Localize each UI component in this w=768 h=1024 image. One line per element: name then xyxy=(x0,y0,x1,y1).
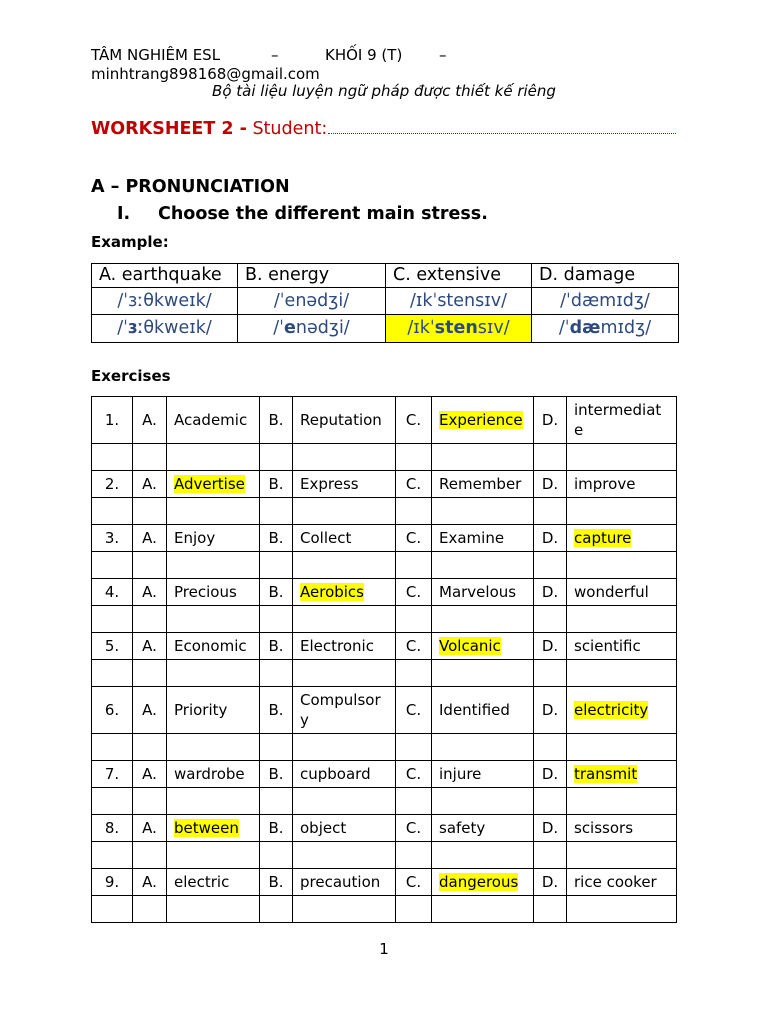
option-word-cell xyxy=(567,579,677,606)
question-number: 3. xyxy=(92,525,133,552)
option-letter: D. xyxy=(534,397,567,444)
option-letter: B. xyxy=(260,761,293,788)
option-letter: C. xyxy=(396,397,432,444)
blank-cell xyxy=(567,498,677,525)
highlighted-answer: Volcanic xyxy=(439,637,501,655)
option-word: Enjoy xyxy=(174,529,216,547)
answer-blank-row xyxy=(92,606,677,633)
section-heading: A – PRONUNCIATION xyxy=(91,177,290,197)
option-letter: C. xyxy=(396,815,432,842)
ipa-after: sɪv/ xyxy=(477,318,510,338)
blank-cell xyxy=(534,896,567,923)
exercise-row xyxy=(92,761,677,788)
blank-cell xyxy=(260,660,293,687)
stress-marked-transcription xyxy=(532,315,679,343)
exercise-table xyxy=(91,396,677,923)
option-letter: C. xyxy=(396,525,432,552)
option-word: wardrobe xyxy=(174,765,245,783)
blank-cell xyxy=(432,660,534,687)
option-letter: C. xyxy=(396,761,432,788)
option-word: Reputation xyxy=(300,411,382,429)
option-letter: C. xyxy=(396,869,432,896)
option-word: Marvelous xyxy=(439,583,517,601)
answer-blank-row xyxy=(92,842,677,869)
subtitle: Bộ tài liệu luyện ngữ pháp được thiết kế riêng xyxy=(212,82,556,100)
example-stress-row xyxy=(92,315,679,343)
ipa-before: /ɪkˈ xyxy=(407,318,435,338)
blank-cell xyxy=(432,552,534,579)
blank-cell xyxy=(432,896,534,923)
option-word-cell xyxy=(567,815,677,842)
student-name-blank xyxy=(328,132,676,134)
blank-cell xyxy=(133,660,167,687)
option-word-cell xyxy=(293,761,396,788)
blank-cell xyxy=(167,498,260,525)
blank-cell xyxy=(167,606,260,633)
blank-cell xyxy=(260,444,293,471)
blank-cell xyxy=(133,444,167,471)
option-word: electric xyxy=(174,873,230,891)
answer-blank-row xyxy=(92,734,677,761)
blank-cell xyxy=(396,734,432,761)
blank-cell xyxy=(432,842,534,869)
option-word: Precious xyxy=(174,583,237,601)
school-name: TÂM NGHIÊM ESL xyxy=(91,46,221,64)
option-word-cell xyxy=(567,471,677,498)
blank-cell xyxy=(260,734,293,761)
option-word: intermediate xyxy=(574,401,662,439)
blank-cell xyxy=(396,498,432,525)
exercise-row xyxy=(92,471,677,498)
blank-cell xyxy=(567,444,677,471)
option-word-cell xyxy=(293,397,396,444)
ipa-before: /ˈ xyxy=(273,318,284,338)
option-word-cell xyxy=(293,815,396,842)
blank-cell xyxy=(293,788,396,815)
option-letter: B. xyxy=(260,579,293,606)
exercise-row xyxy=(92,525,677,552)
example-option: A. earthquake xyxy=(92,264,238,288)
blank-cell xyxy=(293,444,396,471)
blank-cell xyxy=(167,788,260,815)
blank-cell xyxy=(260,788,293,815)
option-letter: C. xyxy=(396,471,432,498)
blank-cell xyxy=(396,552,432,579)
blank-cell xyxy=(567,842,677,869)
worksheet-title: WORKSHEET 2 - xyxy=(91,119,247,139)
option-word-cell xyxy=(167,815,260,842)
option-word: Electronic xyxy=(300,637,374,655)
option-word-cell xyxy=(432,869,534,896)
option-word-cell xyxy=(167,761,260,788)
option-letter: A. xyxy=(133,525,167,552)
page-number: 1 xyxy=(379,940,389,958)
option-word: safety xyxy=(439,819,486,837)
exercise-row xyxy=(92,687,677,734)
option-word-cell xyxy=(167,471,260,498)
highlighted-answer: dangerous xyxy=(439,873,519,891)
option-word: Collect xyxy=(300,529,352,547)
author-email: minhtrang898168@gmail.com xyxy=(91,65,320,83)
question-number: 4. xyxy=(92,579,133,606)
blank-cell xyxy=(293,660,396,687)
worksheet-title-line xyxy=(91,119,676,139)
blank-cell xyxy=(167,896,260,923)
option-word-cell xyxy=(167,687,260,734)
blank-cell xyxy=(534,606,567,633)
option-word-cell xyxy=(432,815,534,842)
blank-cell xyxy=(92,842,133,869)
question-number: 2. xyxy=(92,471,133,498)
blank-cell xyxy=(293,606,396,633)
option-word: Examine xyxy=(439,529,505,547)
highlighted-answer: between xyxy=(174,819,239,837)
option-word: precaution xyxy=(300,873,381,891)
option-word: scientific xyxy=(574,637,641,655)
blank-cell xyxy=(567,788,677,815)
option-word: object xyxy=(300,819,347,837)
blank-cell xyxy=(432,498,534,525)
option-word: cupboard xyxy=(300,765,371,783)
option-letter: C. xyxy=(396,687,432,734)
blank-cell xyxy=(534,552,567,579)
student-label: Student: xyxy=(252,119,328,139)
option-letter: A. xyxy=(133,579,167,606)
option-word-cell xyxy=(167,579,260,606)
highlighted-answer: Experience xyxy=(439,411,523,429)
blank-cell xyxy=(133,498,167,525)
option-word-cell xyxy=(293,687,396,734)
exercise-rows xyxy=(92,397,677,923)
blank-cell xyxy=(432,444,534,471)
option-word: improve xyxy=(574,475,636,493)
blank-cell xyxy=(396,660,432,687)
ipa-after: θkweɪk/ xyxy=(143,318,212,338)
exercise-row xyxy=(92,815,677,842)
option-word: Express xyxy=(300,475,359,493)
blank-cell xyxy=(567,896,677,923)
blank-cell xyxy=(396,606,432,633)
option-letter: B. xyxy=(260,471,293,498)
option-word-cell xyxy=(567,687,677,734)
header-separator: – xyxy=(271,46,279,64)
blank-cell xyxy=(567,552,677,579)
blank-cell xyxy=(92,788,133,815)
highlighted-answer: capture xyxy=(574,529,632,547)
ipa-after: nədʒi/ xyxy=(295,318,350,338)
highlighted-answer: Advertise xyxy=(174,475,245,493)
option-letter: B. xyxy=(260,869,293,896)
question-number: 1. xyxy=(92,397,133,444)
ipa-after: mɪdʒ/ xyxy=(600,318,652,338)
blank-cell xyxy=(167,660,260,687)
option-word: Compulsory xyxy=(300,691,381,729)
option-word-cell xyxy=(432,761,534,788)
exercise-row xyxy=(92,397,677,444)
option-word: scissors xyxy=(574,819,634,837)
option-word-cell xyxy=(167,525,260,552)
exercise-row xyxy=(92,633,677,660)
blank-cell xyxy=(534,734,567,761)
option-letter: B. xyxy=(260,525,293,552)
ipa-before: /ˈ xyxy=(117,318,128,338)
option-word-cell xyxy=(432,687,534,734)
option-word-cell xyxy=(167,633,260,660)
option-word-cell xyxy=(432,397,534,444)
option-letter: D. xyxy=(534,633,567,660)
option-word-cell xyxy=(432,471,534,498)
option-word-cell xyxy=(167,869,260,896)
option-word: injure xyxy=(439,765,482,783)
stress-marked-transcription xyxy=(238,315,386,343)
option-word-cell xyxy=(567,397,677,444)
blank-cell xyxy=(260,606,293,633)
blank-cell xyxy=(293,734,396,761)
blank-cell xyxy=(167,552,260,579)
question-number: 8. xyxy=(92,815,133,842)
blank-cell xyxy=(167,734,260,761)
answer-blank-row xyxy=(92,788,677,815)
stress-marked-transcription xyxy=(92,315,238,343)
option-word-cell xyxy=(293,579,396,606)
option-word: Academic xyxy=(174,411,248,429)
blank-cell xyxy=(260,498,293,525)
option-word-cell xyxy=(293,633,396,660)
answer-blank-row xyxy=(92,444,677,471)
option-letter: A. xyxy=(133,687,167,734)
blank-cell xyxy=(260,842,293,869)
ipa-stressed-syllable: sten xyxy=(434,318,478,338)
example-option: D. damage xyxy=(532,264,679,288)
example-option: C. extensive xyxy=(386,264,532,288)
option-word: Priority xyxy=(174,701,228,719)
option-letter: D. xyxy=(534,525,567,552)
answer-blank-row xyxy=(92,660,677,687)
transcription: /ˈdæmɪdʒ/ xyxy=(532,288,679,315)
option-word: Remember xyxy=(439,475,522,493)
option-word-cell xyxy=(567,633,677,660)
question-number: 7. xyxy=(92,761,133,788)
option-letter: A. xyxy=(133,471,167,498)
option-letter: B. xyxy=(260,633,293,660)
option-letter: D. xyxy=(534,815,567,842)
example-option: B. energy xyxy=(238,264,386,288)
transcription: /ɪkˈstensɪv/ xyxy=(386,288,532,315)
option-word-cell xyxy=(293,471,396,498)
option-word: rice cooker xyxy=(574,873,657,891)
option-letter: D. xyxy=(534,579,567,606)
highlighted-answer: Aerobics xyxy=(300,583,364,601)
blank-cell xyxy=(92,606,133,633)
header-separator: – xyxy=(439,46,447,64)
option-letter: A. xyxy=(133,815,167,842)
blank-cell xyxy=(92,552,133,579)
blank-cell xyxy=(260,896,293,923)
blank-cell xyxy=(396,788,432,815)
option-letter: C. xyxy=(396,633,432,660)
option-word: wonderful xyxy=(574,583,649,601)
example-label: Example: xyxy=(91,233,169,251)
answer-blank-row xyxy=(92,498,677,525)
example-transcription-row xyxy=(92,288,679,315)
exercises-label: Exercises xyxy=(91,367,171,385)
blank-cell xyxy=(167,444,260,471)
option-letter: C. xyxy=(396,579,432,606)
option-letter: B. xyxy=(260,815,293,842)
blank-cell xyxy=(92,896,133,923)
option-word-cell xyxy=(567,525,677,552)
blank-cell xyxy=(567,660,677,687)
transcription: /ˈɜːθkweɪk/ xyxy=(92,288,238,315)
answer-blank-row xyxy=(92,552,677,579)
blank-cell xyxy=(534,444,567,471)
blank-cell xyxy=(133,788,167,815)
blank-cell xyxy=(432,788,534,815)
option-letter: D. xyxy=(534,761,567,788)
option-word-cell xyxy=(293,525,396,552)
blank-cell xyxy=(133,552,167,579)
option-letter: A. xyxy=(133,633,167,660)
option-letter: D. xyxy=(534,869,567,896)
blank-cell xyxy=(92,660,133,687)
blank-cell xyxy=(133,606,167,633)
blank-cell xyxy=(534,660,567,687)
blank-cell xyxy=(293,552,396,579)
ipa-stressed-syllable: e xyxy=(284,318,296,338)
blank-cell xyxy=(432,606,534,633)
blank-cell xyxy=(534,788,567,815)
blank-cell xyxy=(92,498,133,525)
blank-cell xyxy=(92,734,133,761)
option-word: Economic xyxy=(174,637,247,655)
option-word-cell xyxy=(167,397,260,444)
option-letter: D. xyxy=(534,471,567,498)
blank-cell xyxy=(167,842,260,869)
blank-cell xyxy=(293,896,396,923)
ipa-stressed-syllable: ɜː xyxy=(127,318,144,338)
blank-cell xyxy=(133,734,167,761)
highlighted-answer: electricity xyxy=(574,701,649,719)
blank-cell xyxy=(396,444,432,471)
option-word-cell xyxy=(432,579,534,606)
part-title: Choose the different main stress. xyxy=(158,204,488,224)
example-words-row xyxy=(92,264,679,288)
question-number: 5. xyxy=(92,633,133,660)
blank-cell xyxy=(133,896,167,923)
blank-cell xyxy=(260,552,293,579)
option-word: Identified xyxy=(439,701,510,719)
answer-blank-row xyxy=(92,896,677,923)
exercise-row xyxy=(92,869,677,896)
option-letter: B. xyxy=(260,687,293,734)
ipa-stressed-syllable: dæ xyxy=(569,318,601,338)
highlighted-answer: transmit xyxy=(574,765,638,783)
blank-cell xyxy=(92,444,133,471)
blank-cell xyxy=(534,498,567,525)
option-letter: B. xyxy=(260,397,293,444)
blank-cell xyxy=(567,734,677,761)
option-word-cell xyxy=(432,633,534,660)
option-word-cell xyxy=(567,761,677,788)
exercise-row xyxy=(92,579,677,606)
blank-cell xyxy=(293,498,396,525)
grade-label: KHỐI 9 (T) xyxy=(325,46,403,64)
part-number: I. xyxy=(117,204,131,224)
option-word-cell xyxy=(567,869,677,896)
blank-cell xyxy=(432,734,534,761)
option-letter: A. xyxy=(133,869,167,896)
option-letter: D. xyxy=(534,687,567,734)
blank-cell xyxy=(567,606,677,633)
example-table xyxy=(91,263,679,343)
question-number: 6. xyxy=(92,687,133,734)
blank-cell xyxy=(396,896,432,923)
transcription: /ˈenədʒi/ xyxy=(238,288,386,315)
option-word-cell xyxy=(432,525,534,552)
blank-cell xyxy=(396,842,432,869)
blank-cell xyxy=(293,842,396,869)
question-number: 9. xyxy=(92,869,133,896)
stress-marked-transcription xyxy=(386,315,532,343)
blank-cell xyxy=(133,842,167,869)
option-word-cell xyxy=(293,869,396,896)
blank-cell xyxy=(534,842,567,869)
option-letter: A. xyxy=(133,397,167,444)
option-letter: A. xyxy=(133,761,167,788)
ipa-before: /ˈ xyxy=(558,318,570,338)
